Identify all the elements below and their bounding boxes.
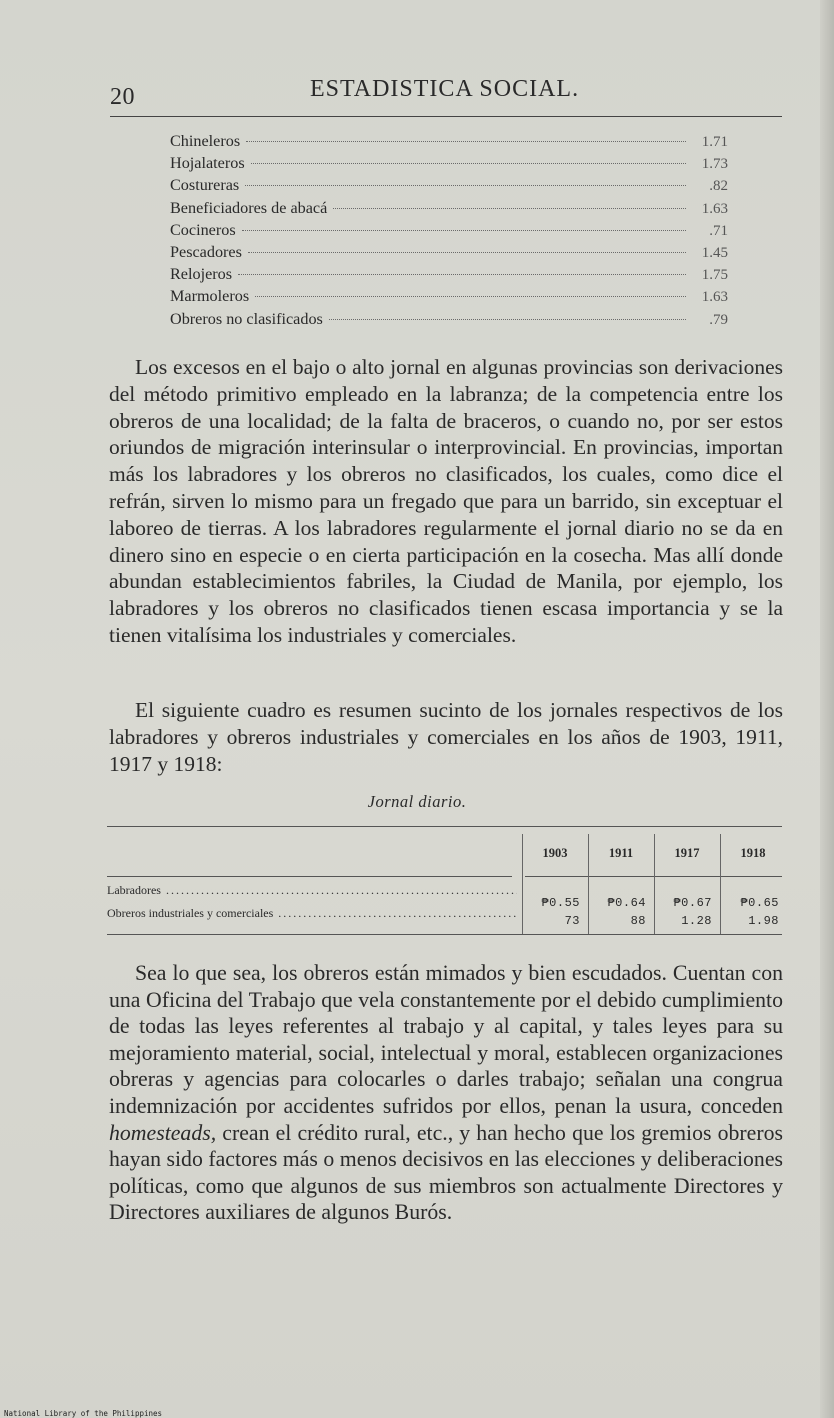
dot-leader	[246, 141, 686, 142]
occupation-name: Marmoleros	[170, 287, 250, 306]
dot-leader	[248, 252, 686, 253]
list-item	[170, 241, 728, 263]
paragraph-text: El siguiente cuadro es resumen sucinto de los jornales respectivos de los labradores y obreros industriales y comerciales en los años de 1903, 1911, 1917 y 1918:	[109, 698, 783, 776]
wage-table	[107, 826, 782, 938]
paragraph-text-end: crean el crédito rural, etc., y han hecho que los gremios obreros hayan sido factores más o menos decisivos en las elecciones y deliberaciones políticas, como que algunos de sus miembros son actualmente Directores y Directores auxiliares de algunos Burós.	[109, 1120, 783, 1225]
occupation-name: Pescadores	[170, 242, 242, 261]
list-item	[170, 263, 728, 285]
row-label: Labradores .....	[107, 883, 517, 898]
occupation-wage: 1.45	[701, 244, 728, 261]
table-cell: 1.98	[748, 914, 779, 928]
occupation-wage: 1.75	[701, 267, 728, 284]
dot-leader	[333, 208, 686, 209]
table-cell: 1.28	[681, 914, 712, 928]
page-number: 20	[110, 84, 135, 110]
list-item	[170, 130, 728, 152]
table-cell: ₱0.64	[607, 896, 646, 910]
dot-leader	[255, 296, 686, 297]
occupation-name: Relojeros	[170, 265, 233, 284]
table-bottom-rule	[107, 934, 782, 935]
header-rule	[110, 116, 782, 117]
body-paragraph-1	[109, 354, 783, 649]
table-top-rule	[107, 826, 782, 827]
occupation-name: Costureras	[170, 176, 240, 195]
table-cell: 88	[630, 914, 646, 928]
occupation-wage: 1.71	[701, 134, 728, 150]
running-head: ESTADISTICA SOCIAL.	[310, 76, 580, 102]
table-cell: 73	[564, 914, 580, 928]
table-cell: ₱0.65	[740, 896, 779, 910]
dot-leader	[329, 319, 686, 320]
occupation-name: Beneficiadores de abacá	[170, 198, 328, 217]
row-label: Obreros industriales y comerciales .....	[107, 906, 517, 921]
dot-leader	[245, 185, 686, 186]
table-caption: Jornal diario.	[367, 792, 467, 811]
occupation-name: Hojalateros	[170, 154, 245, 173]
table-header-year: 1903	[542, 846, 568, 860]
table-cell: ₱0.55	[541, 896, 580, 910]
occupation-wage: .71	[709, 222, 728, 239]
list-item	[170, 308, 728, 330]
paragraph-text-start: Sea lo que sea, los obreros están mimados y bien escudados. Cuentan con una Oficina del Trabajo que vela constantemente por el debido cumplimiento de todas las leyes referentes al trabajo y al capital, y tales leyes para su mejoramiento material, social, intelectual y moral, establecen organizaciones obreras y agencias para colocarles o darles trabajo; señalan una congrua indemnización por accidentes sufridos por ellos, penan la usura, conceden	[109, 961, 783, 1118]
italic-term: homesteads,	[109, 1120, 217, 1145]
list-item	[170, 219, 728, 241]
page-edge-shadow	[820, 0, 834, 1418]
dot-leader	[242, 230, 686, 231]
occupation-wage: .79	[709, 311, 728, 328]
dot-leader	[251, 163, 686, 164]
occupation-name: Obreros no clasificados	[170, 309, 323, 328]
table-header-rule-left	[107, 876, 512, 877]
paragraph-text: Los excesos en el bajo o alto jornal en algunas provincias son derivaciones del método primitivo empleado en la labranza; de la competencia entre los obreros de una localidad; de la falta de braceros, o cuando no, por ser estos oriundos de migración interinsular o interprovincial. En provincias, importan más los labradores y los obreros no clasificados, los cuales, como dice el refrán, sirven lo mismo para un fregado que para un barrido, sin exceptuar el laboreo de tierras. A los labradores regularmente el jornal diario no se da en dinero sino en especie o en cierta participación en la cosecha. Mas allí donde abundan establecimientos fabriles, la Ciudad de Manila, por ejemplo, los labradores y los obreros no clasificados tienen escasa importancia y se la tienen vitalísima los industriales y comerciales.	[109, 355, 783, 647]
occupation-wage: 1.63	[701, 200, 728, 217]
list-item	[170, 285, 728, 307]
table-cell: ₱0.67	[673, 896, 712, 910]
table-header-year: 1917	[674, 846, 700, 860]
occupation-wage: 1.73	[701, 156, 728, 173]
body-paragraph-2	[109, 697, 783, 777]
dot-leader	[238, 274, 686, 275]
library-credit: National Library of the Philippines	[4, 1409, 163, 1418]
page-header	[110, 76, 780, 110]
list-item	[170, 152, 728, 174]
occupation-wage-list	[170, 130, 728, 330]
occupation-name: Cocineros	[170, 220, 236, 239]
body-paragraph-3	[109, 960, 783, 1226]
occupation-wage: .82	[709, 178, 728, 195]
occupation-name: Chineleros	[170, 132, 241, 150]
list-item	[170, 174, 728, 196]
table-header-year: 1911	[608, 846, 634, 860]
list-item	[170, 197, 728, 219]
occupation-wage: 1.63	[701, 289, 728, 306]
table-header-year: 1918	[740, 846, 766, 860]
paragraph-text	[109, 960, 783, 1226]
